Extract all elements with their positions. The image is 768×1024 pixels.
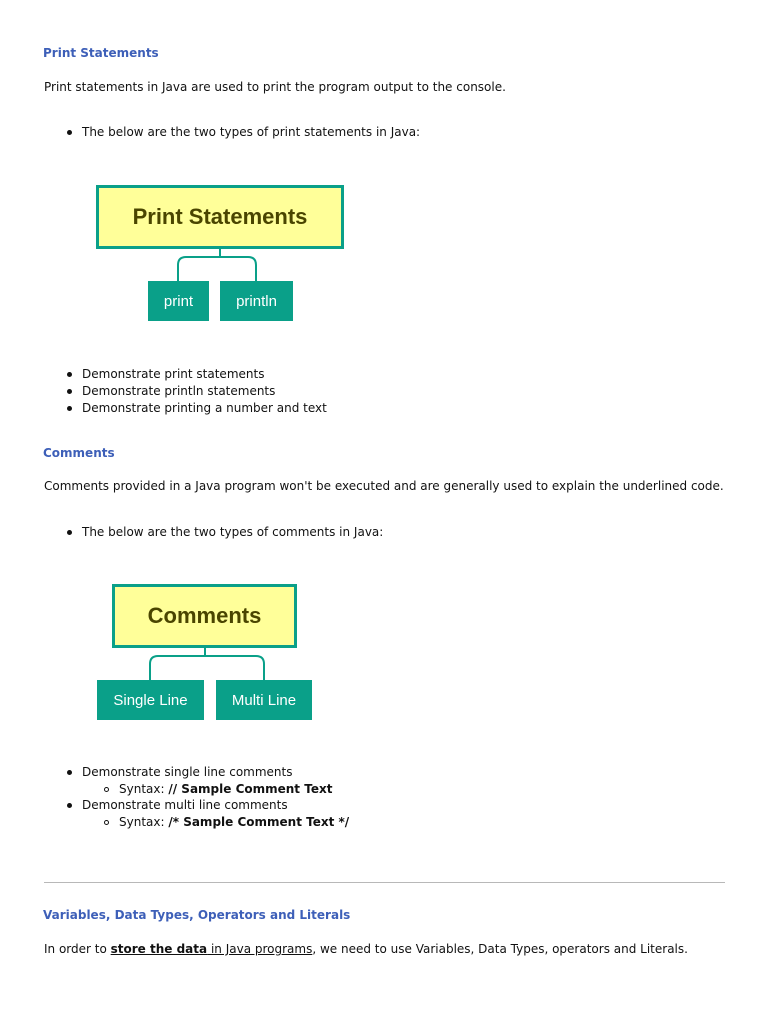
list-item: [0, 124, 768, 140]
list-item: [0, 400, 768, 416]
list-item: [0, 524, 768, 540]
print-statements-diagram: [96, 185, 344, 321]
syntax-code: /* Sample Comment Text */: [168, 815, 350, 829]
diagram-node-println: println: [220, 281, 293, 321]
store-data-link[interactable]: store the data: [110, 942, 208, 956]
diagram-node-print: print: [148, 281, 209, 321]
demo-item-text: Demonstrate printing a number and text: [82, 401, 327, 415]
list-item: [0, 383, 768, 399]
bullet-icon: [67, 406, 72, 411]
syntax-line: [119, 814, 349, 830]
sub-bullet-icon: [104, 820, 109, 825]
comments-heading: Comments: [43, 446, 115, 460]
comment-types-text: The below are the two types of comments in Java:: [82, 525, 384, 539]
print-statements-heading: Print Statements: [43, 46, 159, 60]
bullet-icon: [67, 530, 72, 535]
comments-intro: Comments provided in a Java program won't be executed and are generally used to explain the underlined code.: [44, 479, 724, 493]
syntax-code: // Sample Comment Text: [168, 782, 333, 796]
list-item: [0, 797, 768, 813]
diagram-title-box: Comments: [112, 584, 297, 648]
bullet-icon: [67, 389, 72, 394]
demo-item-text: Demonstrate print statements: [82, 367, 265, 381]
list-item: [0, 814, 768, 830]
sub-bullet-icon: [104, 787, 109, 792]
bullet-icon: [67, 803, 72, 808]
bullet-icon: [67, 372, 72, 377]
demo-item-text: Demonstrate single line comments: [82, 765, 293, 779]
syntax-label: Syntax:: [119, 782, 165, 796]
diagram-node-multi-line: Multi Line: [216, 680, 312, 720]
list-item: [0, 366, 768, 382]
diagram-title-box: Print Statements: [96, 185, 344, 249]
syntax-line: [119, 781, 332, 797]
print-statements-intro: Print statements in Java are used to print the program output to the console.: [44, 80, 506, 94]
intro-text: , we need to use Variables, Data Types, operators and Literals.: [312, 942, 688, 956]
syntax-label: Syntax:: [119, 815, 165, 829]
section-divider: [44, 882, 725, 883]
intro-text: In order to: [44, 942, 111, 956]
bullet-icon: [67, 770, 72, 775]
bullet-icon: [67, 130, 72, 135]
list-item: [0, 764, 768, 780]
demo-item-text: Demonstrate multi line comments: [82, 798, 288, 812]
java-programs-link[interactable]: in Java programs: [207, 942, 313, 956]
variables-intro: [44, 942, 688, 956]
comments-diagram: [97, 584, 313, 720]
print-types-text: The below are the two types of print statements in Java:: [82, 125, 421, 139]
diagram-node-single-line: Single Line: [97, 680, 204, 720]
list-item: [0, 781, 768, 797]
variables-heading: Variables, Data Types, Operators and Literals: [43, 908, 351, 922]
demo-item-text: Demonstrate println statements: [82, 384, 276, 398]
